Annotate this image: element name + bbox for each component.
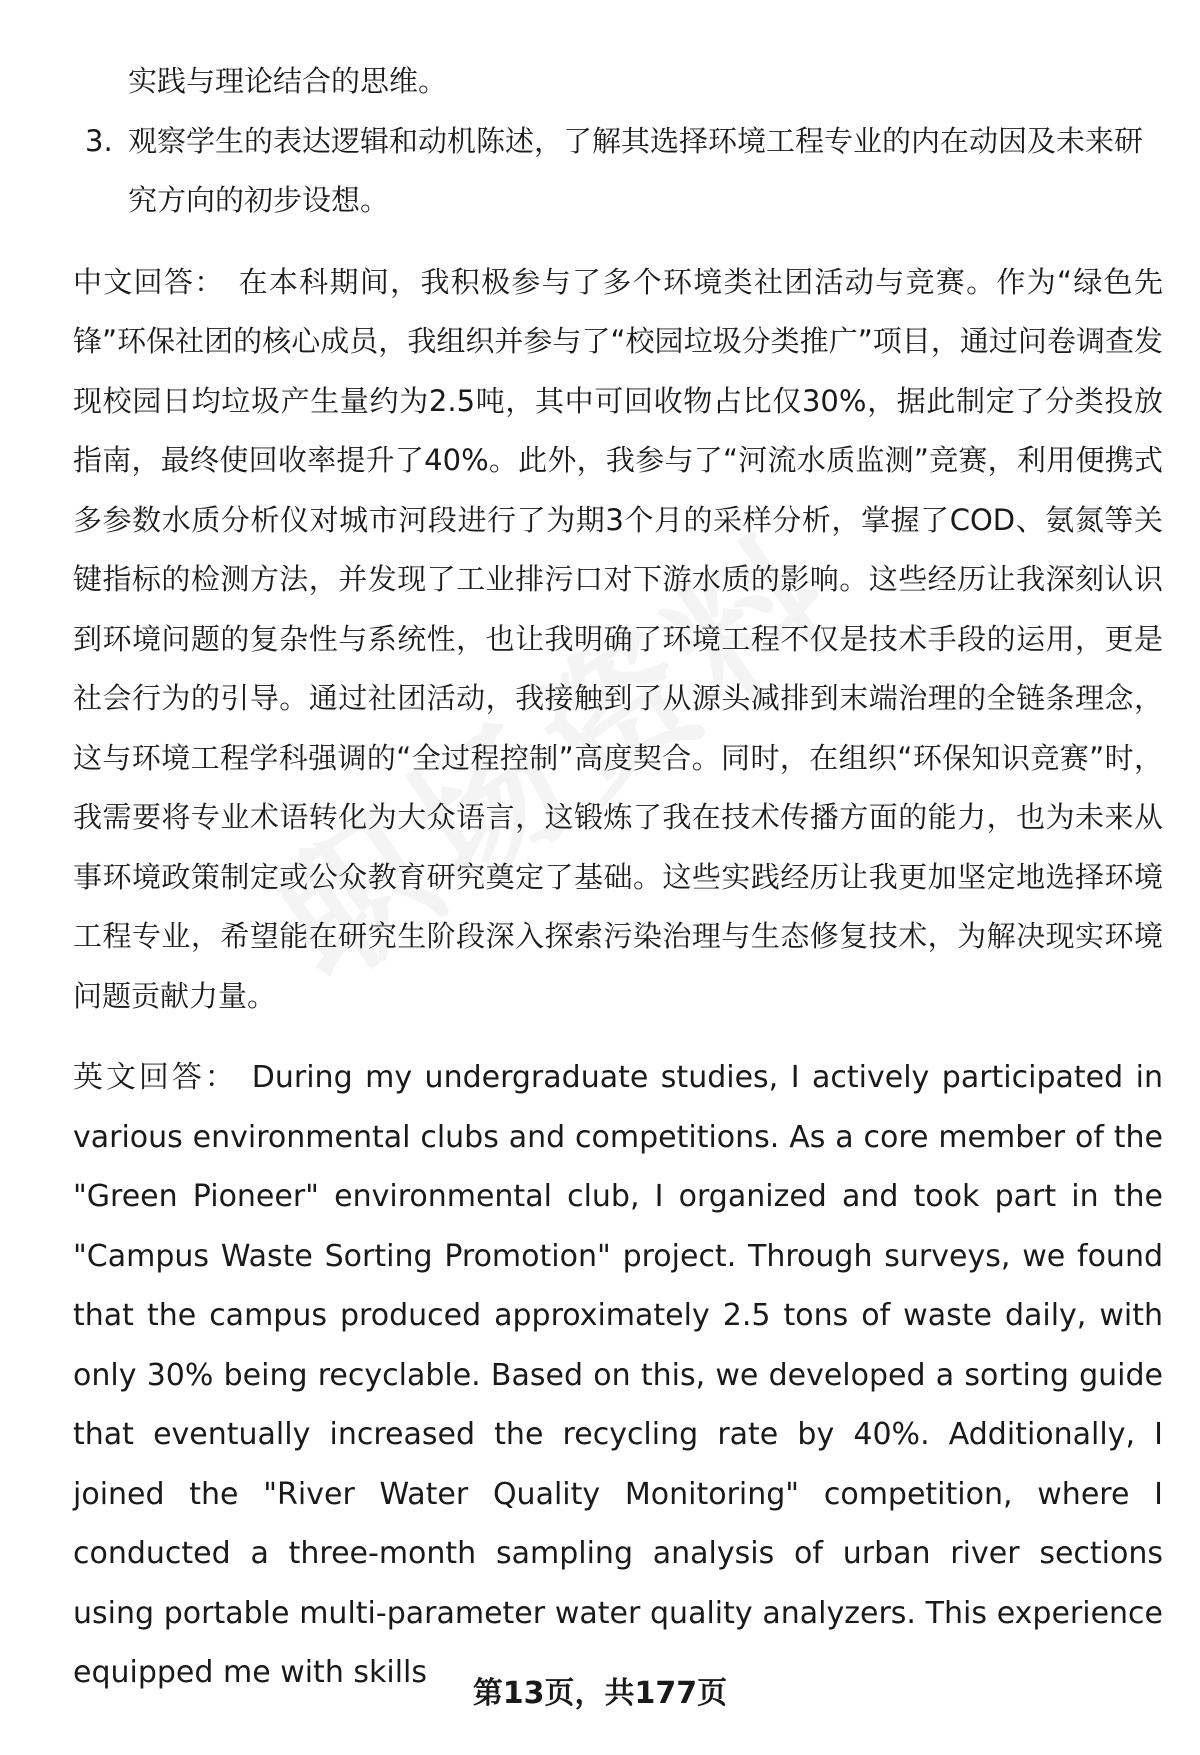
chinese-answer xyxy=(73,253,1163,1027)
chinese-answer-text: 在本科期间，我积极参与了多个环境类社团活动与竞赛。作为“绿色先锋”环保社团的核心成员，我组织并参与了“校园垃圾分类推广”项目，通过问卷调查发现校园日均垃圾产生量约为2.5吨，其中可回收物占比仅30%，据此制定了分类投放指南，最终使回收率提升了40%。此外，我参与了“河流水质监测”竞赛，利用便携式多参数水质分析仪对城市河段进行了为期3个月的采样分析，掌握了COD、氨氮等关键指标的检测方法，并发现了工业排污口对下游水质的影响。这些经历让我深刻认识到环境问题的复杂性与系统性，也让我明确了环境工程不仅是技术手段的运用，更是社会行为的引导。通过社团活动，我接触到了从源头减排到末端治理的全链条理念，这与环境工程学科强调的“全过程控制”高度契合。同时，在组织“环保知识竞赛”时，我需要将专业术语转化为大众语言，这锻炼了我在技术传播方面的能力，也为未来从事环境政策制定或公众教育研究奠定了基础。这些实践经历让我更加坚定地选择环境工程专业，希望能在研究生阶段深入探索污染治理与生态修复技术，为解决现实环境问题贡献力量。 xyxy=(73,264,1163,1013)
list-item-3 xyxy=(73,112,1163,231)
english-answer xyxy=(73,1048,1163,1703)
list-item-text: 观察学生的表达逻辑和动机陈述，了解其选择环境工程专业的内在动因及未来研究方向的初步设想。 xyxy=(128,123,1144,217)
chinese-answer-label: 中文回答： xyxy=(73,264,225,299)
list-item-continuation: 实践与理论结合的思维。 xyxy=(128,64,448,98)
english-answer-label: 英文回答： xyxy=(73,1060,238,1095)
page-content xyxy=(73,52,1163,1703)
page-number: 第13页，共177页 xyxy=(472,1676,728,1711)
list-item-number: 3. xyxy=(85,123,113,158)
english-answer-text: During my undergraduate studies, I actively participated in various environmental clubs and competitions. As a core member of the "Green Pioneer" environmental club, I organized and took part in the "Campus Waste Sorting Promotion" project. Through surveys, we found that the campus produced approximately 2.5 tons of waste daily, with only 30% being recyclable. Based on this, we developed a sorting guide that eventually increased the recycling rate by 40%. Additionally, I joined the "River Water Quality Monitoring" competition, where I conducted a three-month sampling analysis of urban river sections using portable multi-parameter water quality analyzers. This experience equipped me with skills xyxy=(73,1060,1164,1690)
